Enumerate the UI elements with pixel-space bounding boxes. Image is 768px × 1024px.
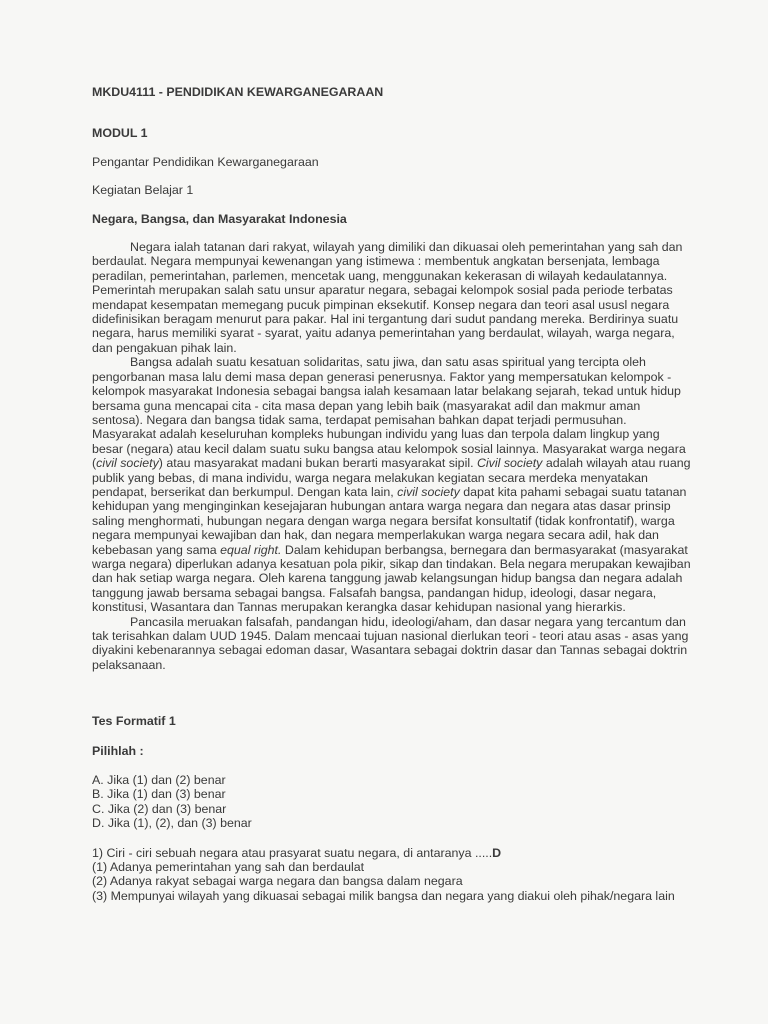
- option-d: D. Jika (1), (2), dan (3) benar: [92, 816, 252, 831]
- option-c: C. Jika (2) dan (3) benar: [92, 801, 227, 816]
- option-a: A. Jika (1) dan (2) benar: [92, 773, 226, 788]
- question-text: 1) Ciri - ciri sebuah negara atau prasyarat suatu negara, di antaranya .....: [92, 845, 493, 860]
- question-item-1: (1) Adanya pemerintahan yang sah dan berdaulat: [92, 860, 365, 875]
- test-heading: Tes Formatif 1: [92, 714, 176, 729]
- paragraph-negara: Negara ialah tatanan dari rakyat, wilayah yang dimiliki dan dikuasai oleh pemerintahan yang sah dan berdaulat. Negara mempunyai kewenangan yang istimewa : membentuk angkatan bersenjata, lembaga peradilan, pemerintahan, parlemen, mencetak uang, menggunakan kekerasan di wilayah kedaulatannya. Pemerintah merupakan salah satu unsur aparatur negara, sebagai kelompok sosial pada periode terbatas mendapat kesempatan memegang pucuk pimpinan eksekutif. Konsep negara dan teori asal ususl negara didefinisikan beragam menurut para pakar. Hal ini tergantung dari sudut pandang mereka. Berdirinya suatu negara, harus memiliki syarat - syarat, yaitu adanya pemerintahan yang berdaulat, wilayah, warga negara, dan pengakuan pihak lain.: [92, 240, 683, 355]
- paragraph-bangsa: [92, 355, 692, 614]
- italic-term: civil society: [96, 456, 159, 471]
- document-content: [92, 85, 692, 903]
- text-run: Bangsa adalah suatu kesatuan solidaritas, satu jiwa, dan satu asas spiritual yang tercipta oleh pengorbanan masa lalu demi masa depan generasi penerusnya. Faktor yang mempersatukan kelompok - kelompok masyarakat Indonesia sebagai bangsa ialah kesamaan latar belakang sejarah, tekad untuk hidup bersama guna mencapai cita - cita masa depan yang lebih baik (masyarakat adil dan makmur aman sentosa). Negara dan bangsa tidak sama, terdapat pemisahan bahkan dapat terjadi permusuhan. Masyarakat adalah keseluruhan kompleks hubungan individu yang luas dan terpola dalam lingkup yang besar (negara) atau kecil dalam suatu suku bangsa atau kelompok sosial lainnya. Masyarakat warga negara (: [92, 355, 686, 471]
- italic-term: Civil society: [476, 456, 543, 471]
- text-run: adalah wilayah atau ruang publik yang bebas, di mana individu, warga negara melakukan kegiatan secara merdeka menyatakan pendapat, berserikat dan berkumpul. Dengan kata lain,: [92, 456, 691, 499]
- module-heading: MODUL 1: [92, 126, 148, 141]
- paragraph-pancasila: Pancasila meruakan falsafah, pandangan hidu, ideologi/aham, dan dasar negara yang tercantum dan tak terisahkan dalam UUD 1945. Dalam mencaai tujuan nasional dierlukan teori - teori atau asas - asas yang diyakini kebenarannya sebagai edoman dasar, Wasantara sebagai doktrin dasar dan Tannas sebagai doktrin pelaksanaan.: [92, 614, 689, 672]
- question-answer: D: [492, 845, 502, 860]
- question-item-2: (2) Adanya rakyat sebagai warga negara dan bangsa dalam negara: [92, 874, 463, 889]
- italic-term: civil society: [397, 484, 460, 499]
- question-item-3: (3) Mempunyai wilayah yang dikuasai sebagai milik bangsa dan negara yang diakui oleh pihak/negara lain: [92, 888, 675, 903]
- text-run: ) atau masyarakat madani bukan berarti masyarakat sipil.: [158, 456, 477, 471]
- instruction-heading: Pilihlah :: [92, 743, 144, 758]
- question-stem: [92, 846, 692, 860]
- activity-heading: Kegiatan Belajar 1: [92, 183, 194, 198]
- question-1: [92, 846, 692, 904]
- intro-heading: Pengantar Pendidikan Kewarganegaraan: [92, 154, 319, 169]
- text-run: dapat kita pahami sebagai suatu tatanan kehidupan yang menginginkan kesejajaran hubungan antara warga negara dan negara atas dasar prinsip saling menghormati, hubungan negara dengan warga negara bersifat konsultatif (tidak konfrontatif), warga negara mempunyai kewajiban dan hak, dan negara memperlakukan warga negara secara adil, hak dan kebebasan yang sama: [92, 484, 687, 557]
- option-b: B. Jika (1) dan (3) benar: [92, 787, 226, 802]
- text-run: Dalam kehidupan berbangsa, bernegara dan bermasyarakat (masyarakat warga negara) diperlukan adanya kesatuan pola pikir, sikap dan tindakan. Bela negara merupakan kewajiban dan hak setiap warga negara. Oleh karena tanggung jawab kelangsungan hidup bangsa dan negara adalah tanggung jawab bersama sebagai bangsa. Falsafah bangsa, pandangan hidup, ideologi, dasar negara, konstitusi, Wasantara dan Tannas merupakan kerangka dasar kehidupan nasional yang hierarkis.: [92, 542, 691, 615]
- italic-term: equal right.: [220, 542, 282, 557]
- body-text: [92, 240, 692, 672]
- topic-heading: Negara, Bangsa, dan Masyarakat Indonesia: [92, 211, 347, 226]
- answer-options: [92, 773, 692, 831]
- course-title: MKDU4111 - PENDIDIKAN KEWARGANEGARAAN: [92, 85, 384, 99]
